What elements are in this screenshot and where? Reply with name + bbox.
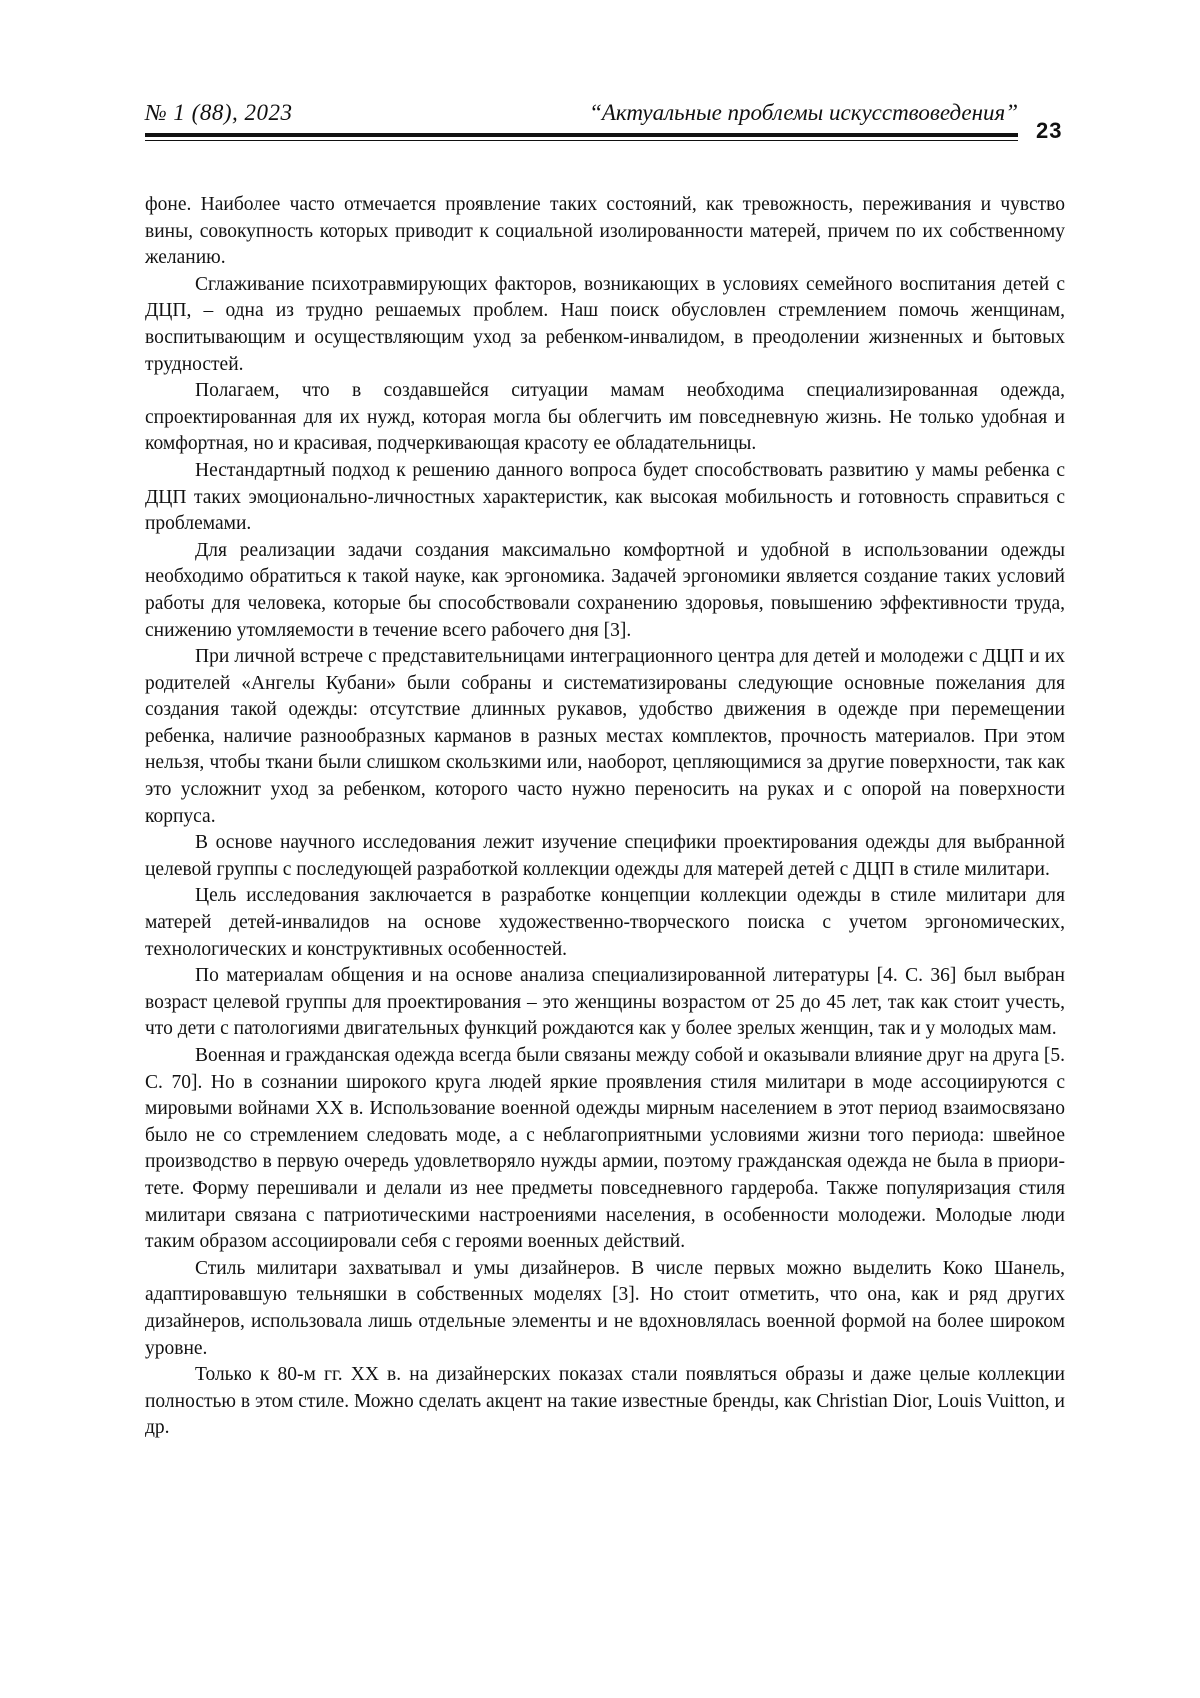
paragraph: По материалам общения и на основе анализа специализированной литературы [4. С. 36] был выбран возраст целевой группы для проектирования – это женщины возрастом от 25 до 45 лет, так как стоит учесть, что дети с патологиями двигательных функций рож­даются как у более зрелых женщин, так и у молодых мам. — [145, 963, 1065, 1043]
paragraph: Полагаем, что в создавшейся ситуации мамам необходима специализированная одеж­да, спроектированная для их нужд, которая могла бы облегчить им повседневную жизнь. Не только удобная и комфортная, но и красивая, подчеркивающая красоту ее обладательницы. — [145, 378, 1065, 458]
paragraph: Только к 80-м гг. XX в. на дизайнерских показах стали появляться образы и даже целые коллекции полностью в этом стиле. Можно сделать акцент на такие известные бренды, как Christian Dior, Louis Vuitton, и др. — [145, 1362, 1065, 1442]
header-rule-thin — [145, 140, 1018, 141]
paragraph: Для реализации задачи создания максимально комфортной и удобной в использовании одежды необходимо обратиться к такой науке, как эргономика. Задачей эргономики явля­ется создание таких условий работы для человека, которые бы способствовали сохранению здоровья, повышению эффективности труда, снижению утомляемости в течение всего рабо­чего дня [3]. — [145, 538, 1065, 644]
paragraph: Военная и гражданская одежда всегда были связаны между собой и оказывали вли­яние друг на друга [5. С. 70]. Но в сознании широкого круга людей яркие проявления стиля милитари в моде ассоциируются с мировыми войнами XX в. Использование военной одеж­ды мирным населением в этот период взаимосвязано было не со стремлением следовать моде, а с неблагоприятными условиями жизни того периода: швейное производство в пер­вую очередь удовлетворяло нужды армии, поэтому гражданская одежда не была в приори­тете. Форму перешивали и делали из нее предметы повседневного гардероба. Также по­пуляризация стиля милитари связана с патриотическими настроениями населения, в особен­ности молодежи. Молодые люди таким образом ассоциировали себя с героями военных действий. — [145, 1043, 1065, 1256]
paragraph: Цель исследования заключается в разработке концепции коллекции одежды в стиле милитари для матерей детей-инвалидов на основе художественно-творческого поиска с учетом эргономических, технологических и конструктивных особенностей. — [145, 883, 1065, 963]
issue-number: № 1 (88), 2023 — [145, 100, 293, 126]
page-number: 23 — [1036, 118, 1062, 144]
article-body — [145, 192, 1065, 1442]
paragraph: фоне. Наиболее часто отмечается проявление таких состояний, как тревожность, пережи­вания и чувство вины, совокупность которых приводит к социальной изолированности ма­терей, причем по их собственному желанию. — [145, 192, 1065, 272]
journal-page — [0, 0, 1200, 1698]
paragraph: Сглаживание психотравмирующих факторов, возникающих в условиях семейного воспи­тания детей с ДЦП, – одна из трудно решаемых проблем. Наш поиск обусловлен стрем­лением помочь женщинам, воспитывающим и осуществляющим уход за ребенком-инвали­дом, в преодолении жизненных и бытовых трудностей. — [145, 272, 1065, 378]
paragraph: В основе научного исследования лежит изучение специфики проектирования одежды для выбранной целевой группы с последующей разработкой коллекции одежды для матерей детей с ДЦП в стиле милитари. — [145, 830, 1065, 883]
journal-title: “Актуальные проблемы искусствоведения” — [589, 100, 1018, 126]
header-rule-thick — [145, 133, 1018, 137]
paragraph: При личной встрече с представительницами интеграционного центра для детей и молодежи с ДЦП и их родителей «Ангелы Кубани» были собраны и систематизированы следующие основные пожелания для создания такой одежды: отсутствие длинных рукавов, удобство движения в одежде при перемещении ребенка, наличие разнообразных карманов в разных местах комплектов, прочность материалов. При этом нельзя, чтобы ткани были слишком скользкими или, наоборот, цепляющимися за другие поверхности, так как это усложнит уход за ребенком, которого часто нужно переносить на руках и с опорой на поверхности корпуса. — [145, 644, 1065, 830]
paragraph: Нестандартный подход к решению данного вопроса будет способствовать развитию у мамы ребенка с ДЦП таких эмоционально-личностных характеристик, как высокая мобиль­ность и готовность справиться с проблемами. — [145, 458, 1065, 538]
paragraph: Стиль милитари захватывал и умы дизайнеров. В числе первых можно выделить Коко Шанель, адаптировавшую тельняшки в собственных моделях [3]. Но стоит отметить, что она, как и ряд других дизайнеров, использовала лишь отдельные элементы и не вдохнов­лялась военной формой на более широком уровне. — [145, 1256, 1065, 1362]
